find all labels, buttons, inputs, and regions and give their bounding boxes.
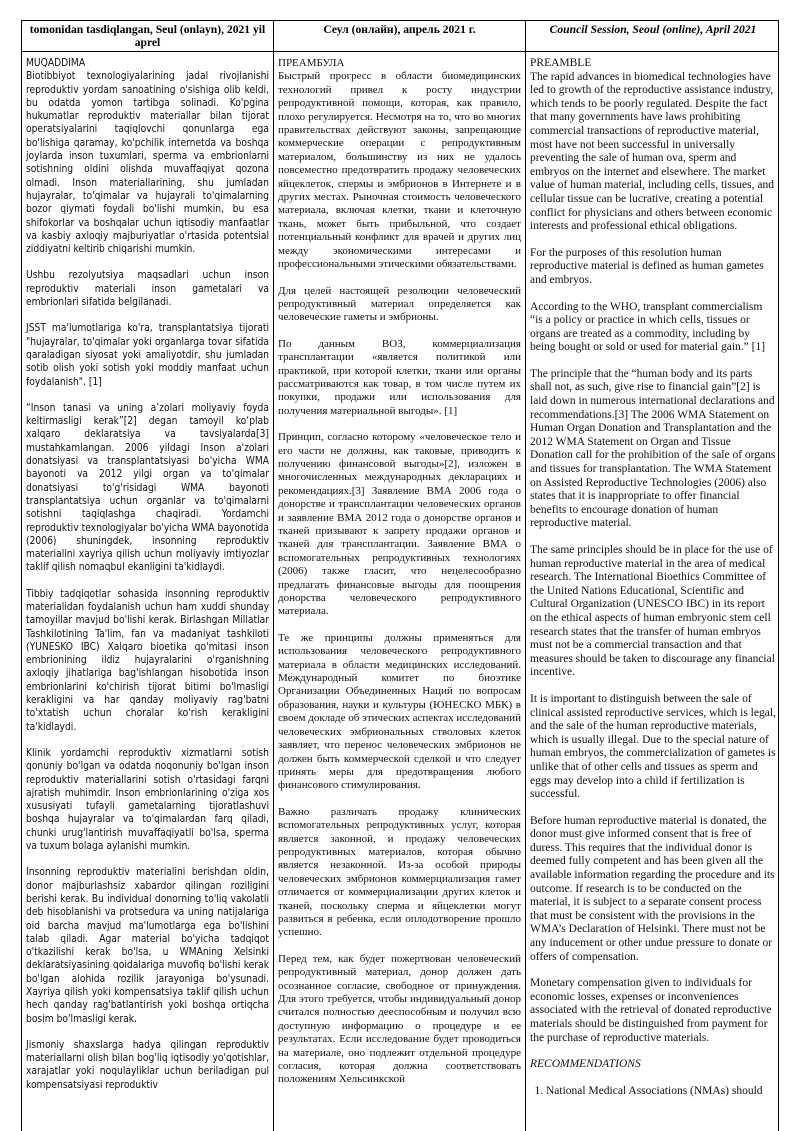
uzbek-paragraph: Tibbiy tadqiqotlar sohasida insonning reproduktiv materialidan foydalanish uchun ham xuddi shunday tamoyillar mavjud bo'lishi kerak. Birlashgan Millatlar Tashkilotining Ta'lim, fan va madaniyat tashkiloti (YUNESKO IBC) Xalqaro bioetika qo'mitasi inson embrionining ildiz hujayralarini o'rganishning axloqiy jihatlariga bag'ishlangan hisobotida inson embrionlarini ko'chirish tijorat bitimi bo'lmasligi kerakligini va har qanday moliyaviy rag'batni to'xtatish uchun choralar ko'rish kerakligini ta'kidlaydi. <box>26 588 269 733</box>
uzbek-paragraph: Insonning reproduktiv materialini berishdan oldin, donor majburlashsiz xabardor qilingan roziligini berishi kerak. Bu individual donorning to'liq vakolatli deb hisoblanishi va protsedura va uning natijalariga oid barcha mavjud ma'lumotlarga ega bo'lishini talab qiladi. Agar material bo'yicha tadqiqot o'tkazilishi kerak bo'lsa, u WMAning Xelsinki deklaratsiyasining qoidalariga muvofiq bo'lishi kerak bo'lgan alohida rozilik jarayoniga bo'ysunadi. Xayriya qilish yoki kompensatsiya taklif qilish uchun hech qanday rag'batlantirish yoki boshqa ortiqcha bosim bo'lmasligi kerak. <box>26 867 269 1025</box>
english-paragraph: The rapid advances in biomedical technologies have led to growth of the reproductive assistance industry, which tends to be poorly regulated. Despite the fact that many governments have laws prohibiting commercial transactions of reproductive material, most have not been successful in universally preventing the sale of human ova, sperm and embryos on the internet and elsewhere. The market value of human material, including cells, tissues, and cellular tissue can be lucrative, creating a potential conflict for physicians and others between economic interests and professional ethical obligations. <box>530 70 774 233</box>
recommendations-list <box>530 1085 776 1099</box>
uzbek-preamble-heading: MUQADDIMA <box>26 58 86 69</box>
uzbek-paragraph: Ushbu rezolyutsiya maqsadlari uchun inson reproduktiv materiali inson gametalari va embrionlari sifatida belgilanadi. <box>26 270 269 309</box>
uzbek-column <box>22 21 274 1131</box>
russian-preamble-heading: ПРЕАМБУЛА <box>278 57 345 69</box>
english-paragraph: According to the WHO, transplant commercialism “is a policy or practice in which cells, tissues or organs are treated as a commodity, including by being bought or sold or used for material gain.” [1] <box>530 300 766 354</box>
uzbek-paragraph: JSST ma'lumotlariga ko'ra, transplantatsiya tijorati "hujayralar, to'qimalar yoki organlarga tovar sifatida qaraladigan siyosat yoki amaliyotdir, shu jumladan sotib olish yoki sotish yoki moddiy manfaat uchun foydalanish". [1] <box>26 323 269 388</box>
english-paragraph: The same principles should be in place for the use of human reproductive material in the area of medical research. The International Bioethics Committee of the United Nations Educational, Scientific and Cultural Organization (UNESCO IBC) in its report on the ethical aspects of human embryonic stem cell research states that the transfer of human embryos must not be a commercial transaction and that measures should be taken to discourage any financial incentive. <box>530 544 775 679</box>
russian-paragraph: По данным ВОЗ, коммерциализация трансплантации «является политикой или практикой, при которой клетки, ткани или органы рассматриваются как товар, в том числе путем их покупки, продажи или использования для получения материальной выгоды». [1] <box>278 337 521 417</box>
english-paragraph: For the purposes of this resolution human reproductive material is defined as human gametes and embryos. <box>530 246 764 286</box>
english-paragraph: Monetary compensation given to individuals for economic losses, expenses or inconveniences associated with the retrieval of donated reproductive materials should be distinguished from payment for the purchase of reproductive materials. <box>530 977 772 1044</box>
trilingual-document-table <box>21 20 779 1131</box>
english-paragraph: It is important to distinguish between the sale of clinical assisted reproductive services, which is legal, and the sale of the human reproductive materials, which is usually illegal. Due to the special nature of human embryos, the commercialization of gametes is unlike that of other cells and tissues as sperm and eggs may develop into a child if fertilization is successful. <box>530 692 776 801</box>
russian-paragraph: Быстрый прогресс в области биомедицинских технологий привел к росту индустрии репродуктивной помощи, которая, как правило, плохо регулируется. Несмотря на то, что во многих правительствах действуют законы, запрещающие коммерческие операции с репродуктивным материалом, большинству из них не удалось повсеместно предотвратить продажу человеческих яйцеклеток, спермы и эмбрионов в Интернете и в других местах. Рыночная стоимость человеческого материала, включая клетки, ткани и клеточную ткань, может быть прибыльной, что создает потенциальный конфликт для врачей и других лиц между экономическими интересами и профессиональными этическими обязательствами. <box>278 70 521 271</box>
english-column-body <box>526 52 779 1098</box>
uzbek-column-body <box>22 52 273 1092</box>
russian-column-body <box>274 52 525 1087</box>
russian-paragraph: Важно различать продажу клинических вспомогательных репродуктивных услуг, которая является законной, и продажу человеческих репродуктивных материалов, которая обычно является незаконной. Из-за особой природы человеческих эмбрионов коммерциализация гамет отличается от коммерциализации других клеток и тканей, поскольку сперма и яйцеклетки могут развиться в ребенка, если оплодотворение прошло успешно. <box>278 805 521 939</box>
uzbek-column-header: tomonidan tasdiqlangan, Seul (onlayn), 2021 yil aprel <box>22 21 273 52</box>
english-paragraph: Before human reproductive material is donated, the donor must give informed consent that is free of duress. This requires that the individual donor is deemed fully competent and has been given all the available information regarding the procedure and its outcome. If research is to be conducted on the material, it is subject to a separate consent process that must be consistent with the provisions in the WMA’s Declaration of Helsinki. There must not be any inducement or other undue pressure to donate or offers of compensation. <box>530 814 775 963</box>
english-column <box>526 21 779 1131</box>
russian-paragraph: Принцип, согласно которому «человеческое тело и его части не должны, как таковые, приводить к получению финансовой выгоды»[2], изложен в многочисленных международных декларациях и рекомендациях.[3] Заявление ВМА 2006 года о донорстве и трансплантации человеческих органов и заявление ВМА 2012 года о донорстве органов и тканей призывают к запрету продажи органов и тканей для трансплантации. Заявление ВМА о вспомогательных репродуктивных технологиях (2006) также гласит, что нецелесообразно предлагать финансовые выгоды для поощрения донорства человеческого репродуктивного материала. <box>278 431 521 618</box>
english-paragraph: The principle that the “human body and its parts shall not, as such, give rise to financial gain”[2] is laid down in numerous international declarations and recommendations.[3] The 2006 WMA Statement on Human Organ Donation and Transplantation and the 2012 WMA Statement on Organ and Tissue Donation call for the prohibition of the sale of organs and tissues for transplantation. The WMA Statement on Assisted Reproductive Technologies (2006) also states that it is inappropriate to offer financial benefits to encourage donation of human reproductive material. <box>530 367 776 530</box>
russian-paragraph: Перед тем, как будет пожертвован человеческий репродуктивный материал, донор должен дать осознанное согласие, свободное от принуждения. Для этого требуется, чтобы индивидуальный донор считался полностью дееспособным и получил всю доступную информацию о процедуре и ее результатах. Если исследование будет проводиться на материале, оно подлежит отдельной процедуре согласия, которая должна соответствовать положениям Хельсинкской <box>278 952 521 1086</box>
russian-column <box>274 21 526 1131</box>
recommendation-item: 1. National Medical Associations (NMAs) should <box>546 1085 776 1099</box>
uzbek-paragraph: Jismoniy shaxslarga hadya qilingan reproduktiv materiallarni olish bilan bog'liq iqtisodiy yo'qotishlar, xarajatlar yoki noqulayliklar uchun beriladigan pul kompensatsiyasi reproduktiv <box>26 1039 269 1091</box>
uzbek-paragraph: “Inson tanasi va uning a’zolari moliyaviy foyda keltirmasligi kerak”[2] degan tamoyil ko‘plab xalqaro deklaratsiya va tavsiyalarda[3] mustahkamlangan. 2006 yildagi Inson a'zolari donatsiyasi va transplantatsiyasi bo'yicha WMA bayonoti va 2012 yilgi organ va to'qimalar donatsiyasi to'g'risidagi WMA bayonoti transplantatsiya uchun organlar va to'qimalarni sotishni taqiqlashga chaqiradi. Yordamchi reproduktiv texnologiyalar bo'yicha WMA bayonotida (2006) shuningdek, insonning reproduktiv materialini xayriya qilish uchun moliyaviy imtiyozlar taklif qilish nomaqbul ekanligini ta'kidlaydi. <box>26 402 269 574</box>
russian-column-header: Сеул (онлайн), апрель 2021 г. <box>274 21 525 52</box>
uzbek-paragraph: Biotibbiyot texnologiyalarining jadal rivojlanishi reproduktiv yordam sanoatining o'sishiga olib keldi, bu odatda yomon tartibga solinadi. Ko'pgina hukumatlar reproduktiv materiallar bilan tijorat operatsiyalarini taqiqlovchi qonunlarga ega bo'lishiga qaramay, ko'pchilik internetda va boshqa joylarda inson tuxumlari, sperma va embrionlarni sotishning oldini olishda muvaffaqiyat qozona olmadi. Inson materiallarining, shu jumladan hujayralar, to'qimalar va hujayrali to'qimalarning bozor qiymati foydali bo'lishi mumkin, bu esa shifokorlar va boshqalar uchun iqtisodiy manfaatlar va kasbiy axloqiy majburiyatlar o'rtasida potentsial ziddiyatni keltirib chiqarishi mumkin. <box>26 71 269 256</box>
uzbek-paragraph: Klinik yordamchi reproduktiv xizmatlarni sotish qonuniy bo'lgan va odatda noqonuniy bo'lgan inson reproduktiv materiallarini sotish o'rtasidagi farqni ajratish muhimdir. Inson embrionlarining o'ziga xos xususiyati tufayli gametalarning tijoratlashuvi boshqa hujayralar va to'qimalardan farq qiladi, chunki urug'lantirish muvaffaqiyatli bo'lsa, sperma va tuxum bolaga aylanishi mumkin. <box>26 747 269 853</box>
russian-paragraph: Те же принципы должны применяться для использования человеческого репродуктивного материала в области медицинских исследований. Международный комитет по биоэтике Организации Объединенных Наций по вопросам образования, науки и культуры (ЮНЕСКО МБК) в своем докладе об этических аспектах исследований человеческих эмбриональных стволовых клеток заявляет, что перенос человеческих эмбрионов не должен быть коммерческой сделкой и что следует принять меры для предотвращения любого финансового стимулирования. <box>278 631 521 792</box>
recommendations-heading: RECOMMENDATIONS <box>530 1058 641 1071</box>
english-column-header: Council Session, Seoul (online), April 2021 <box>526 21 779 52</box>
russian-paragraph: Для целей настоящей резолюции человеческий репродуктивный материал определяется как человеческие гаметы и эмбрионы. <box>278 284 521 324</box>
english-preamble-heading: PREAMBLE <box>530 57 592 69</box>
